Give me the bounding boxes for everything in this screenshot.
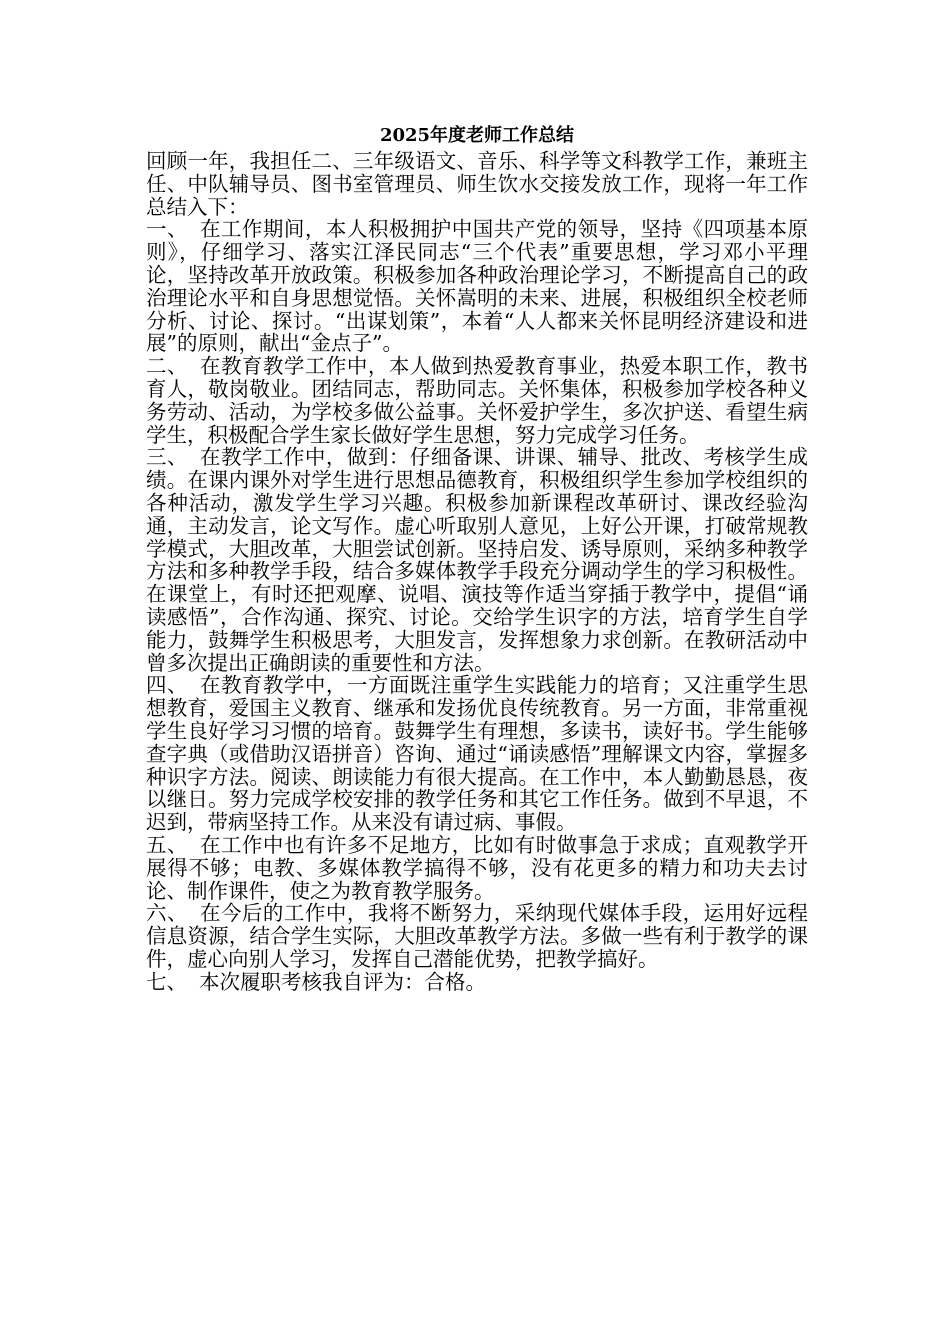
section-text: 在教育教学中，一方面既注重学生实践能力的培育；又注重学生思想教育，爱国主义教育、继承和发扬优良传统教育。另一方面，非常重视学生良好学习习惯的培育。鼓舞学生有理想，多读书，读好书。学生能够查字典（或借助汉语拼音）咨询、通过“诵读感悟”理解课文内容，掌握多种识字方法。阅读、朗读能力有很大提高。在工作中，本人勤勤恳恳，夜以继日。努力完成学校安排的教学任务和其它工作任务。做到不早退，不迟到，带病坚持工作。从来没有请过病、事假。	[146, 673, 809, 835]
section-paragraph-6	[146, 902, 808, 970]
section-paragraph-5	[146, 834, 808, 902]
section-text: 在工作期间，本人积极拥护中国共产党的领导，坚持《四项基本原则》，仔细学习、落实江泽民同志“三个代表”重要思想，学习邓小平理论，坚持改革开放政策。积极参加各种政治理论学习，不断提高自己的政治理论水平和自身思想觉悟。关怀嵩明的未来、进展，积极组织全校老师分析、讨论、探讨。“出谋划策”，本着“人人都来关怀昆明经济建设和进展”的原则，献出“金点子”。	[146, 217, 809, 356]
section-number: 一、	[146, 217, 188, 242]
section-paragraph-2	[146, 355, 808, 446]
intro-paragraph: 回顾一年，我担任二、三年级语文、音乐、科学等文科教学工作，兼班主任、中队辅导员、图书室管理员、师生饮水交接发放工作，现将一年工作总结入下：	[146, 149, 808, 219]
section-number: 六、	[146, 901, 188, 926]
section-number: 五、	[146, 832, 188, 857]
section-text: 在工作中也有许多不足地方，比如有时做事急于求成；直观教学开展得不够；电教、多媒体教学搞得不够，没有花更多的精力和功夫去讨论、制作课件，使之为教育教学服务。	[146, 832, 809, 903]
document-body	[146, 150, 808, 993]
section-number: 七、	[146, 969, 187, 994]
section-text: 在今后的工作中，我将不断努力，采纳现代媒体手段，运用好远程信息资源，结合学生实际，大胆改革教学方法。多做一些有利于教学的课件，虚心向别人学习，发挥自己潜能优势，把教学搞好。	[146, 901, 809, 971]
section-paragraph-3	[146, 446, 808, 674]
section-paragraph-4	[146, 674, 808, 834]
section-paragraph-1	[146, 218, 808, 355]
section-paragraph-7	[146, 971, 808, 994]
section-number: 三、	[146, 445, 188, 470]
section-text: 本次履职考核我自评为：合格。	[199, 969, 486, 994]
document-title: 2025年度老师工作总结	[379, 125, 575, 146]
section-text: 在教学工作中，做到：仔细备课、讲课、辅导、批改、考核学生成绩。在课内课外对学生进行思想品德教育，积极组织学生参加学校组织的各种活动，激发学生学习兴趣。积极参加新课程改革研讨、课改经验沟通，主动发言，论文写作。虚心听取别人意见，上好公开课，打破常规教学模式，大胆改革，大胆尝试创新。坚持启发、诱导原则，采纳多种教学方法和多种教学手段，结合多媒体教学手段充分调动学生的学习积极性。在课堂上，有时还把观摩、说唱、演技等作适当穿插于教学中，提倡“诵读感悟”，合作沟通、探究、讨论。交给学生识字的方法，培育学生自学能力，鼓舞学生积极思考，大胆发言，发挥想象力求创新。在教研活动中曾多次提出正确朗读的重要性和方法。	[146, 445, 809, 675]
section-number: 四、	[146, 673, 188, 698]
section-number: 二、	[146, 354, 188, 379]
section-text: 在教育教学工作中，本人做到热爱教育事业，热爱本职工作，教书育人，敬岗敬业。团结同志，帮助同志。关怀集体，积极参加学校各种义务劳动、活动，为学校多做公益事。关怀爱护学生，多次护送、看望生病学生，积极配合学生家长做好学生思想，努力完成学习任务。	[146, 354, 809, 447]
document-page	[146, 124, 808, 993]
